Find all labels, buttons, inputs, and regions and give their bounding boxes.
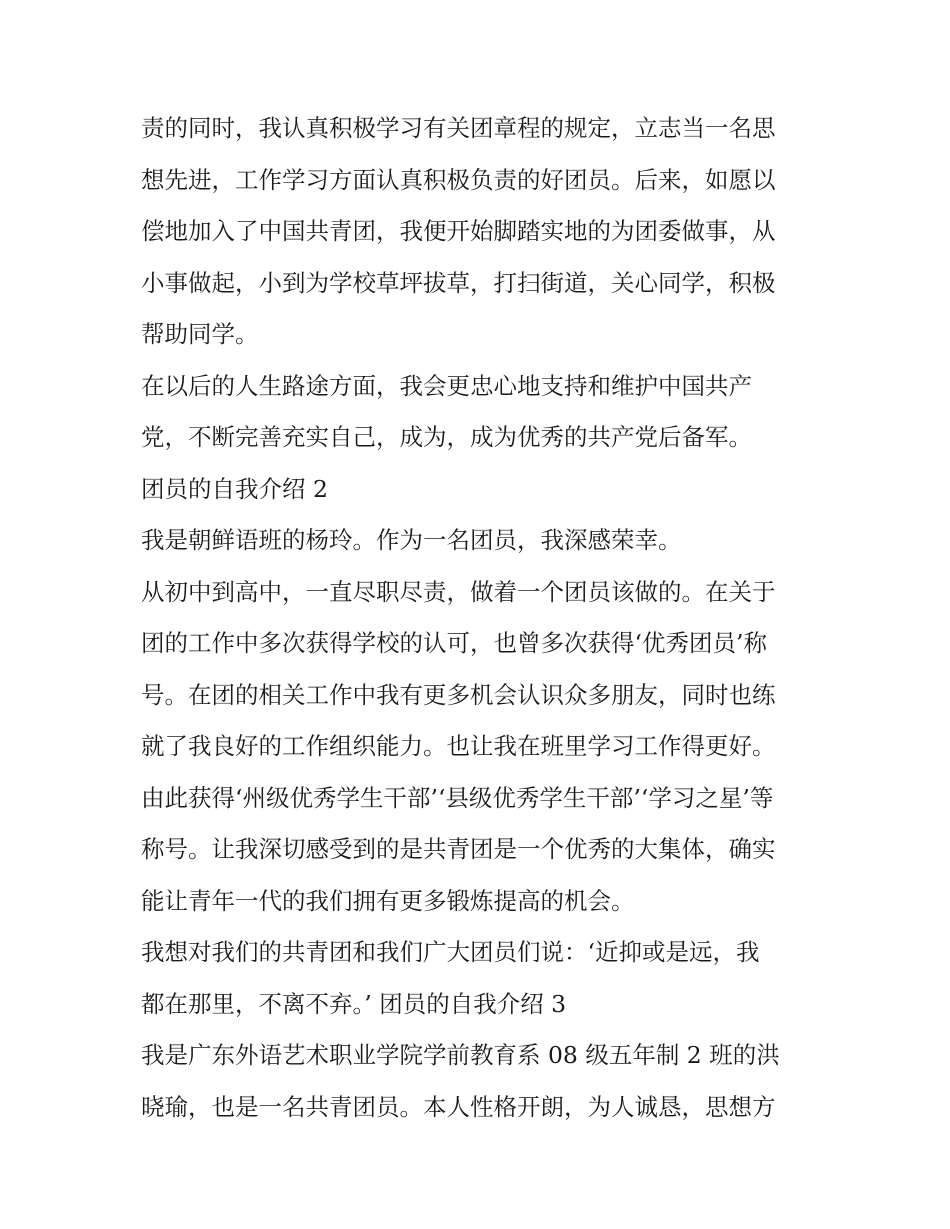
text-line: 都在那里，不离不弃。’ 团员的自我介绍 3 — [141, 989, 567, 1018]
text-line: 我想对我们的共青团和我们广大团员们说：‘近抑或是远，我 — [141, 938, 760, 966]
text-line: 就了我良好的工作组织能力。也让我在班里学习工作得更好。 — [141, 732, 776, 760]
text-line: 从初中到高中，一直尽职尽责，做着一个团员该做的。在关于 — [141, 577, 776, 606]
text-line: 在以后的人生路途方面，我会更忠心地支持和维护中国共产 — [141, 371, 752, 400]
text-line: 想先进，工作学习方面认真积极负责的好团员。后来，如愿以 — [141, 165, 776, 194]
text-line: 党，不断完善充实自己，成为，成为优秀的共产党后备军。 — [141, 423, 752, 451]
text-line: 称号。让我深切感受到的是共青团是一个优秀的大集体，确实 — [141, 835, 776, 863]
text-line: 帮助同学。 — [141, 320, 259, 348]
document-body — [141, 103, 821, 1133]
text-line: 责的同时，我认真积极学习有关团章程的规定，立志当一名思 — [141, 114, 776, 142]
text-line: 偿地加入了中国共青团，我便开始脚踏实地的为团委做事，从 — [141, 217, 776, 245]
text-line: 小事做起，小到为学校草坪拔草，打扫街道，关心同学，积极 — [141, 268, 776, 297]
text-line: 晓瑜，也是一名共青团员。本人性格开朗，为人诚恳，思想方 — [141, 1092, 776, 1121]
text-line: 我是朝鲜语班的杨玲。作为一名团员，我深感荣幸。 — [141, 526, 682, 554]
text-line: 团的工作中多次获得学校的认可，也曾多次获得‘优秀团员’称 — [141, 629, 767, 657]
section-heading: 团员的自我介绍 2 — [141, 474, 328, 503]
text-line: 号。在团的相关工作中我有更多机会认识众多朋友，同时也练 — [141, 680, 776, 709]
text-line: 能让青年一代的我们拥有更多锻炼提高的机会。 — [141, 886, 635, 915]
text-line: 由此获得‘州级优秀学生干部’‘县级优秀学生干部’‘学习之星’等 — [141, 783, 774, 812]
text-line: 我是广东外语艺术职业学院学前教育系 08 级五年制 2 班的洪 — [141, 1041, 780, 1069]
